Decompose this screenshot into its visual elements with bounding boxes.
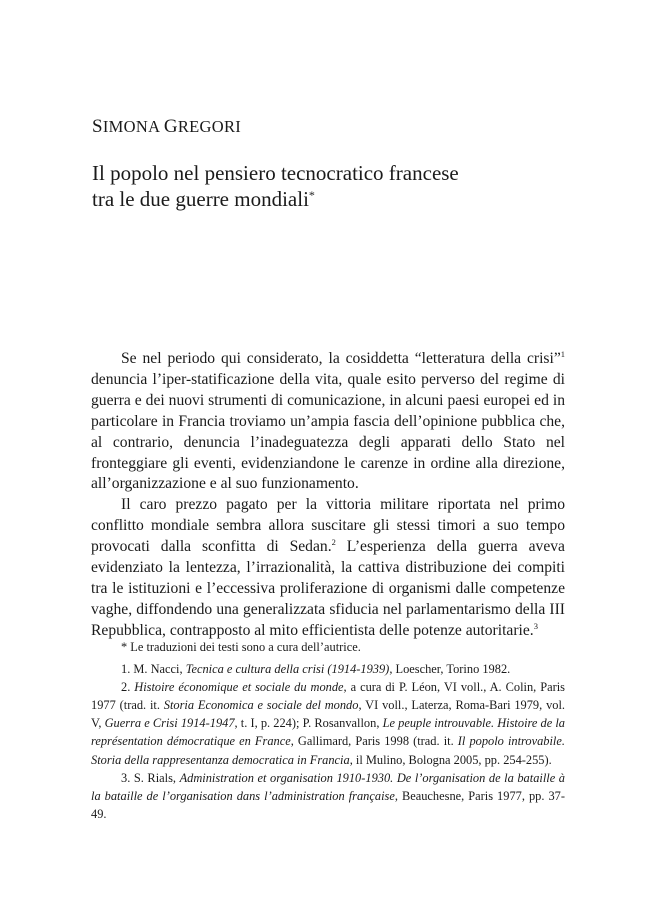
footnote-ref-2: 2 <box>331 537 336 548</box>
body-text <box>91 349 565 642</box>
footnote-3-num: 3. S. Rials, <box>121 770 180 785</box>
footnote-1-text: 1. M. Nacci, <box>121 662 186 677</box>
footnote-1-title: Tecnica e cultura della crisi (1914-1939) <box>185 662 390 677</box>
paragraph-1-text-a: Se nel periodo qui considerato, la cosiddetta “letteratura della crisi” <box>121 350 561 367</box>
footnote-2 <box>91 678 565 768</box>
footnote-2-text-f: , il Mulino, Bologna 2005, pp. 254-255). <box>349 752 552 767</box>
footnote-2-title-1: Histoire économique et sociale du monde, <box>134 680 347 695</box>
author-initial: G <box>163 116 178 137</box>
paragraph-2 <box>91 495 565 641</box>
paragraph-2-text-b: L’esperienza della guerra aveva evidenziato la lentezza, l’irrazionalità, la cattiva distribuzione dei compiti tra le istituzioni e l’eccessiva proliferazione di organismi dalle competenze vaghe, diffondendo una generalizzata sfiducia nel parlamentarismo della III Repubblica, contrapposto al mito efficientista delle potenze autoritarie. <box>91 538 565 639</box>
footnote-2-text-c: , VI voll., Laterza, Roma-Bari 1979, vol. V, <box>91 698 565 731</box>
footnote-1-text-b: , Loescher, Torino 1982. <box>389 662 511 677</box>
author-last-name: GREGORI <box>163 116 242 137</box>
author-initial: S <box>92 116 103 137</box>
footnote-3-text-b: , Beauchesne, Paris 1977, pp. 37-49. <box>91 788 565 821</box>
footnote-2-text-b: a cura di P. Léon, VI voll., A. Colin, Paris 1977 (trad. it. <box>91 680 565 713</box>
paragraph-2-text-a: Il caro prezzo pagato per la vittoria militare riportata nel primo conflitto mondiale sembra allora suscitare gli stessi timori a suo tempo provocati dalla sconfitta di Sedan. <box>91 496 565 556</box>
footnote-2-text-e: , Gallimard, Paris 1998 (trad. it. <box>290 734 458 749</box>
title-footnote-mark: * <box>308 188 315 202</box>
footnote-star: * Le traduzioni dei testi sono a cura dell’autrice. <box>121 640 361 654</box>
footnote-2-title-3: Guerra e Crisi 1914-1947 <box>104 716 235 731</box>
footnote-1 <box>91 660 565 678</box>
author-name <box>92 116 241 138</box>
paragraph-1-text-b: denuncia l’iper-statificazione della vita, quale esito perverso del regime di guerra e dei nuovi strumenti di comunicazione, in alcuni paesi europei ed in particolare in Francia troviamo un’ampia fascia dell’opinione pubblica che, al contrario, denuncia l’inadeguatezza degli apparati dello Stato nel fronteggiare gli eventi, evidenziandone le carenze in ordine alla direzione, all’organizzazione e al suo funzionamento. <box>91 370 565 493</box>
footnote-2-title-2: Storia Economica e sociale del mondo <box>163 698 359 713</box>
footnote-2-text-d: , t. I, p. 224); P. Rosanvallon, <box>234 716 383 731</box>
footnotes <box>91 638 565 823</box>
author-first-name: SIMONA <box>92 116 160 137</box>
title-line-2: tra le due guerre mondiali <box>92 187 309 211</box>
chapter-title <box>92 160 572 212</box>
paragraph-1 <box>91 349 565 495</box>
footnote-3-title: Administration et organisation 1910-1930. De l’organisation de la bataille à la bataille de l’organisation dans l’administration française <box>91 770 565 803</box>
footnote-ref-3: 3 <box>533 620 538 631</box>
title-line-1: Il popolo nel pensiero tecnocratico francese <box>92 161 459 185</box>
footnote-2-title-5: Il popolo introvabile. Storia della rappresentanza democratica in Francia <box>91 734 565 767</box>
footnote-ref-1: 1 <box>560 349 565 359</box>
footnote-2-num: 2. <box>121 680 135 695</box>
footnote-3 <box>91 769 565 823</box>
footnote-2-title-4: Le peuple introuvable. Histoire de la représentation démocratique en France <box>91 716 566 749</box>
